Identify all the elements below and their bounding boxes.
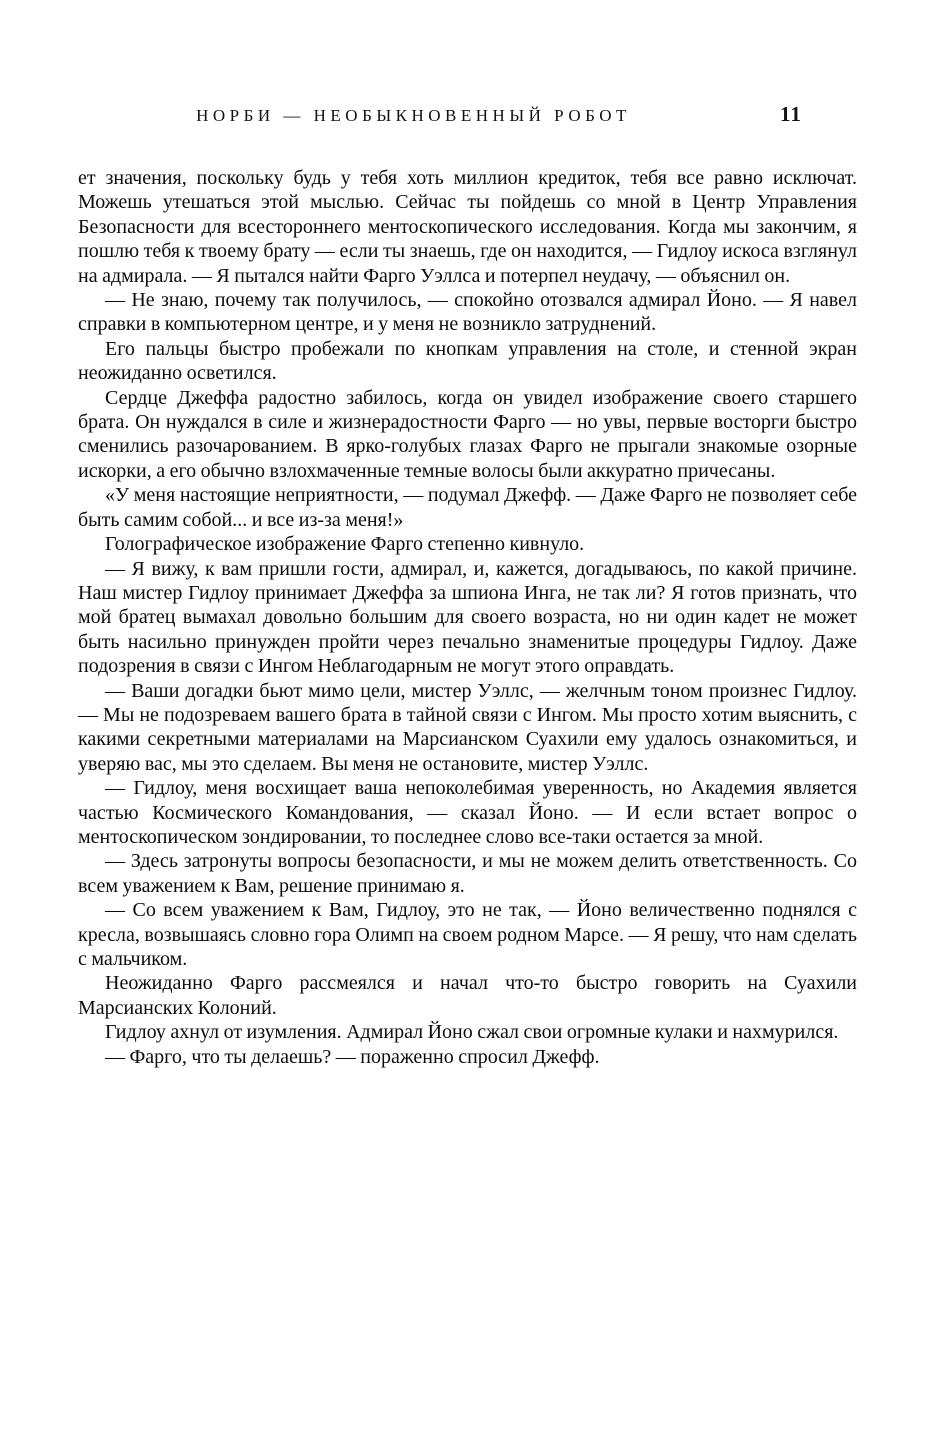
body-paragraph: Голографическое изображение Фарго степенно кивнуло. bbox=[105, 533, 585, 556]
body-paragraph: — Здесь затронуты вопросы безопасности, и мы не можем делить ответственность. Со всем уважением к Вам, решение принимаю я. bbox=[78, 850, 857, 897]
page-number: 11 bbox=[780, 102, 802, 126]
body-paragraph: — Со всем уважением к Вам, Гидлоу, это не так, — Йоно величественно поднялся с кресла, возвышаясь словно гора Олимп на своем родном Марсе. — Я решу, что нам сделать с мальчиком. bbox=[78, 899, 857, 970]
body-paragraph: — Фарго, что ты делаешь? — пораженно спросил Джефф. bbox=[105, 1045, 600, 1068]
text-block bbox=[78, 166, 857, 1069]
running-head bbox=[78, 0, 857, 140]
body-paragraph: Неожиданно Фарго рассмеялся и начал что-то быстро говорить на Суахили Марсианских Колоний. bbox=[78, 972, 857, 1019]
body-paragraph: — Я вижу, к вам пришли гости, адмирал, и, кажется, догадываюсь, по какой причине. Наш мистер Гидлоу принимает Джеффа за шпиона Инга, не так ли? Я готов признать, что мой братец вымахал довольно большим для своего возраста, но ни один кадет не может быть насильно принужден пройти через печально знаменитые процедуры Гидлоу. Даже подозрения в связи с Ингом Неблагодарным не могут этого оправдать. bbox=[78, 557, 857, 678]
body-paragraph: — Гидлоу, меня восхищает ваша непоколебимая уверенность, но Академия является частью Космического Командования, — сказал Йоно. — И если встает вопрос о ментоскопическом зондировании, то последнее слово все-таки остается за мной. bbox=[78, 777, 857, 848]
body-paragraph: ет значения, поскольку будь у тебя хоть миллион кредиток, тебя все равно исключат. Можешь утешаться этой мыслью. Сейчас ты пойдешь со мной в Центр Управления Безопасности для всестороннего ментоскопического исследования. Когда мы закончим, я пошлю тебя к твоему брату — если ты знаешь, где он находится, — Гидлоу искоса взглянул на адмирала. — Я пытался найти Фарго Уэллса и потерпел неудачу, — объяснил он. bbox=[78, 167, 857, 287]
body-paragraph: Его пальцы быстро пробежали по кнопкам управления на столе, и стенной экран неожиданно осветился. bbox=[78, 337, 857, 385]
body-paragraph: — Не знаю, почему так получилось, — спокойно отозвался адмирал Йоно. — Я навел справки в компьютерном центре, и у меня не возникло затруднений. bbox=[78, 289, 857, 336]
body-paragraph: — Ваши догадки бьют мимо цели, мистер Уэллс, — желчным тоном произнес Гидлоу. — Мы не подозреваем вашего брата в тайной связи с Ингом. Мы просто хотим выяснить, с какими секретными материалами на Марсианском Суахили ему удалось ознакомиться, и уверяю вас, мы это сделаем. Вы меня не остановите, мистер Уэллс. bbox=[78, 679, 857, 775]
body-paragraph: Сердце Джеффа радостно забилось, когда он увидел изображение своего старшего брата. Он нуждался в силе и жизнерадостности Фарго — но увы, первые восторги быстро сменились разочарованием. В ярко-голубых глазах Фарго не прыгали знакомые озорные искорки, а его обычно взлохмаченные темные волосы были аккуратно причесаны. bbox=[78, 386, 857, 482]
body-paragraph: Гидлоу ахнул от изумления. Адмирал Йоно сжал свои огромные кулаки и нахмурился. bbox=[105, 1021, 839, 1044]
body-paragraph: «У меня настоящие неприятности, — подумал Джефф. — Даже Фарго не позволяет себе быть самим собой... и все из-за меня!» bbox=[78, 484, 857, 531]
running-head-title: НОРБИ — НЕОБЫКНОВЕННЫЙ РОБОТ bbox=[196, 106, 631, 125]
